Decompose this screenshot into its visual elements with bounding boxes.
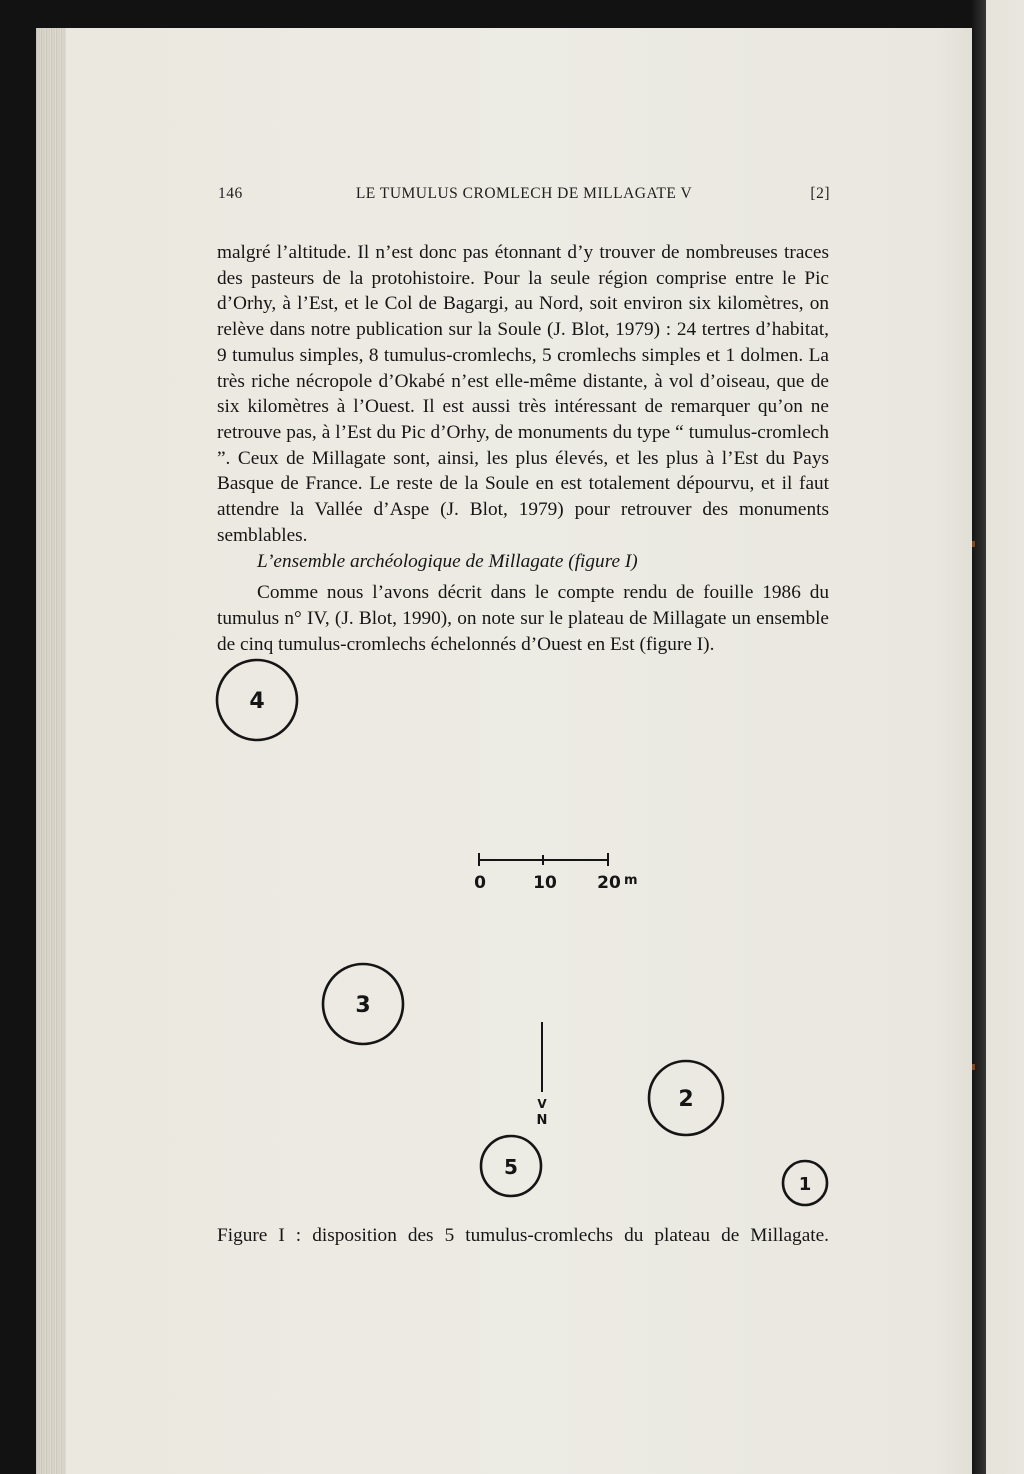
circle-label-2: 2	[678, 1087, 694, 1112]
paragraph-1: malgré l’altitude. Il n’est donc pas étonnant d’y trouver de nombreuses traces des pasteurs de la protohistoire. Pour la seule région comprise entre le Pic d’Orhy, à l’Est, et le Col de Bagargi, au Nord, soit environ six kilomètres, on relève dans notre publication sur la Soule (J. Blot, 1979) : 24 tertres d’habitat, 9 tumulus simples, 8 tumulus-cromlechs, 5 cromlechs simples et 1 dolmen. La très riche nécropole d’Okabé n’est elle-même distante, à vol d’oiseau, que de six kilomètres à l’Ouest. Il est aussi très intéressant de remarquer qu’on ne retrouve pas, à l’Est du Pic d’Orhy, de monuments du type “ tumulus-cromlech ”. Ceux de Millagate sont, ainsi, les plus élevés, et les plus à l’Est du Pays Basque de France. Le reste de la Soule en est totalement dépourvu, et il faut attendre la Vallée d’Aspe (J. Blot, 1979) pour retrouver des monuments semblables.	[217, 242, 829, 546]
section-number: [2]	[810, 185, 830, 202]
circle-label-5: 5	[504, 1155, 518, 1179]
figure-caption: Figure I : disposition des 5 tumulus-cromlechs du plateau de Millagate.	[217, 1225, 829, 1246]
circle-label-1: 1	[798, 1174, 812, 1195]
circle-label-3: 3	[355, 993, 371, 1018]
page-edges	[36, 28, 66, 1474]
circle-label-4: 4	[249, 689, 265, 714]
north-arrow-n: N	[536, 1113, 548, 1128]
facing-page-edge	[972, 0, 1024, 1474]
section-heading: L’ensemble archéologique de Millagate (figure I)	[257, 551, 638, 573]
scale-label-20: 20	[597, 873, 621, 893]
paragraph-2: Comme nous l’avons décrit dans le compte rendu de fouille 1986 du tumulus n° IV, (J. Blot, 1990), on note sur le plateau de Millagate un ensemble de cinq tumulus-cromlechs échelonnés d’Ouest en Est (figure I).	[217, 582, 829, 655]
margin-mark	[972, 541, 975, 547]
scale-label-10: 10	[533, 873, 557, 893]
scale-unit: m	[624, 873, 638, 888]
margin-mark	[972, 1064, 975, 1070]
page-number: 146	[218, 185, 243, 202]
north-arrow-v: V	[537, 1097, 547, 1111]
running-title: LE TUMULUS CROMLECH DE MILLAGATE V	[355, 185, 693, 202]
scale-label-0: 0	[474, 873, 486, 893]
body-text	[217, 240, 829, 657]
